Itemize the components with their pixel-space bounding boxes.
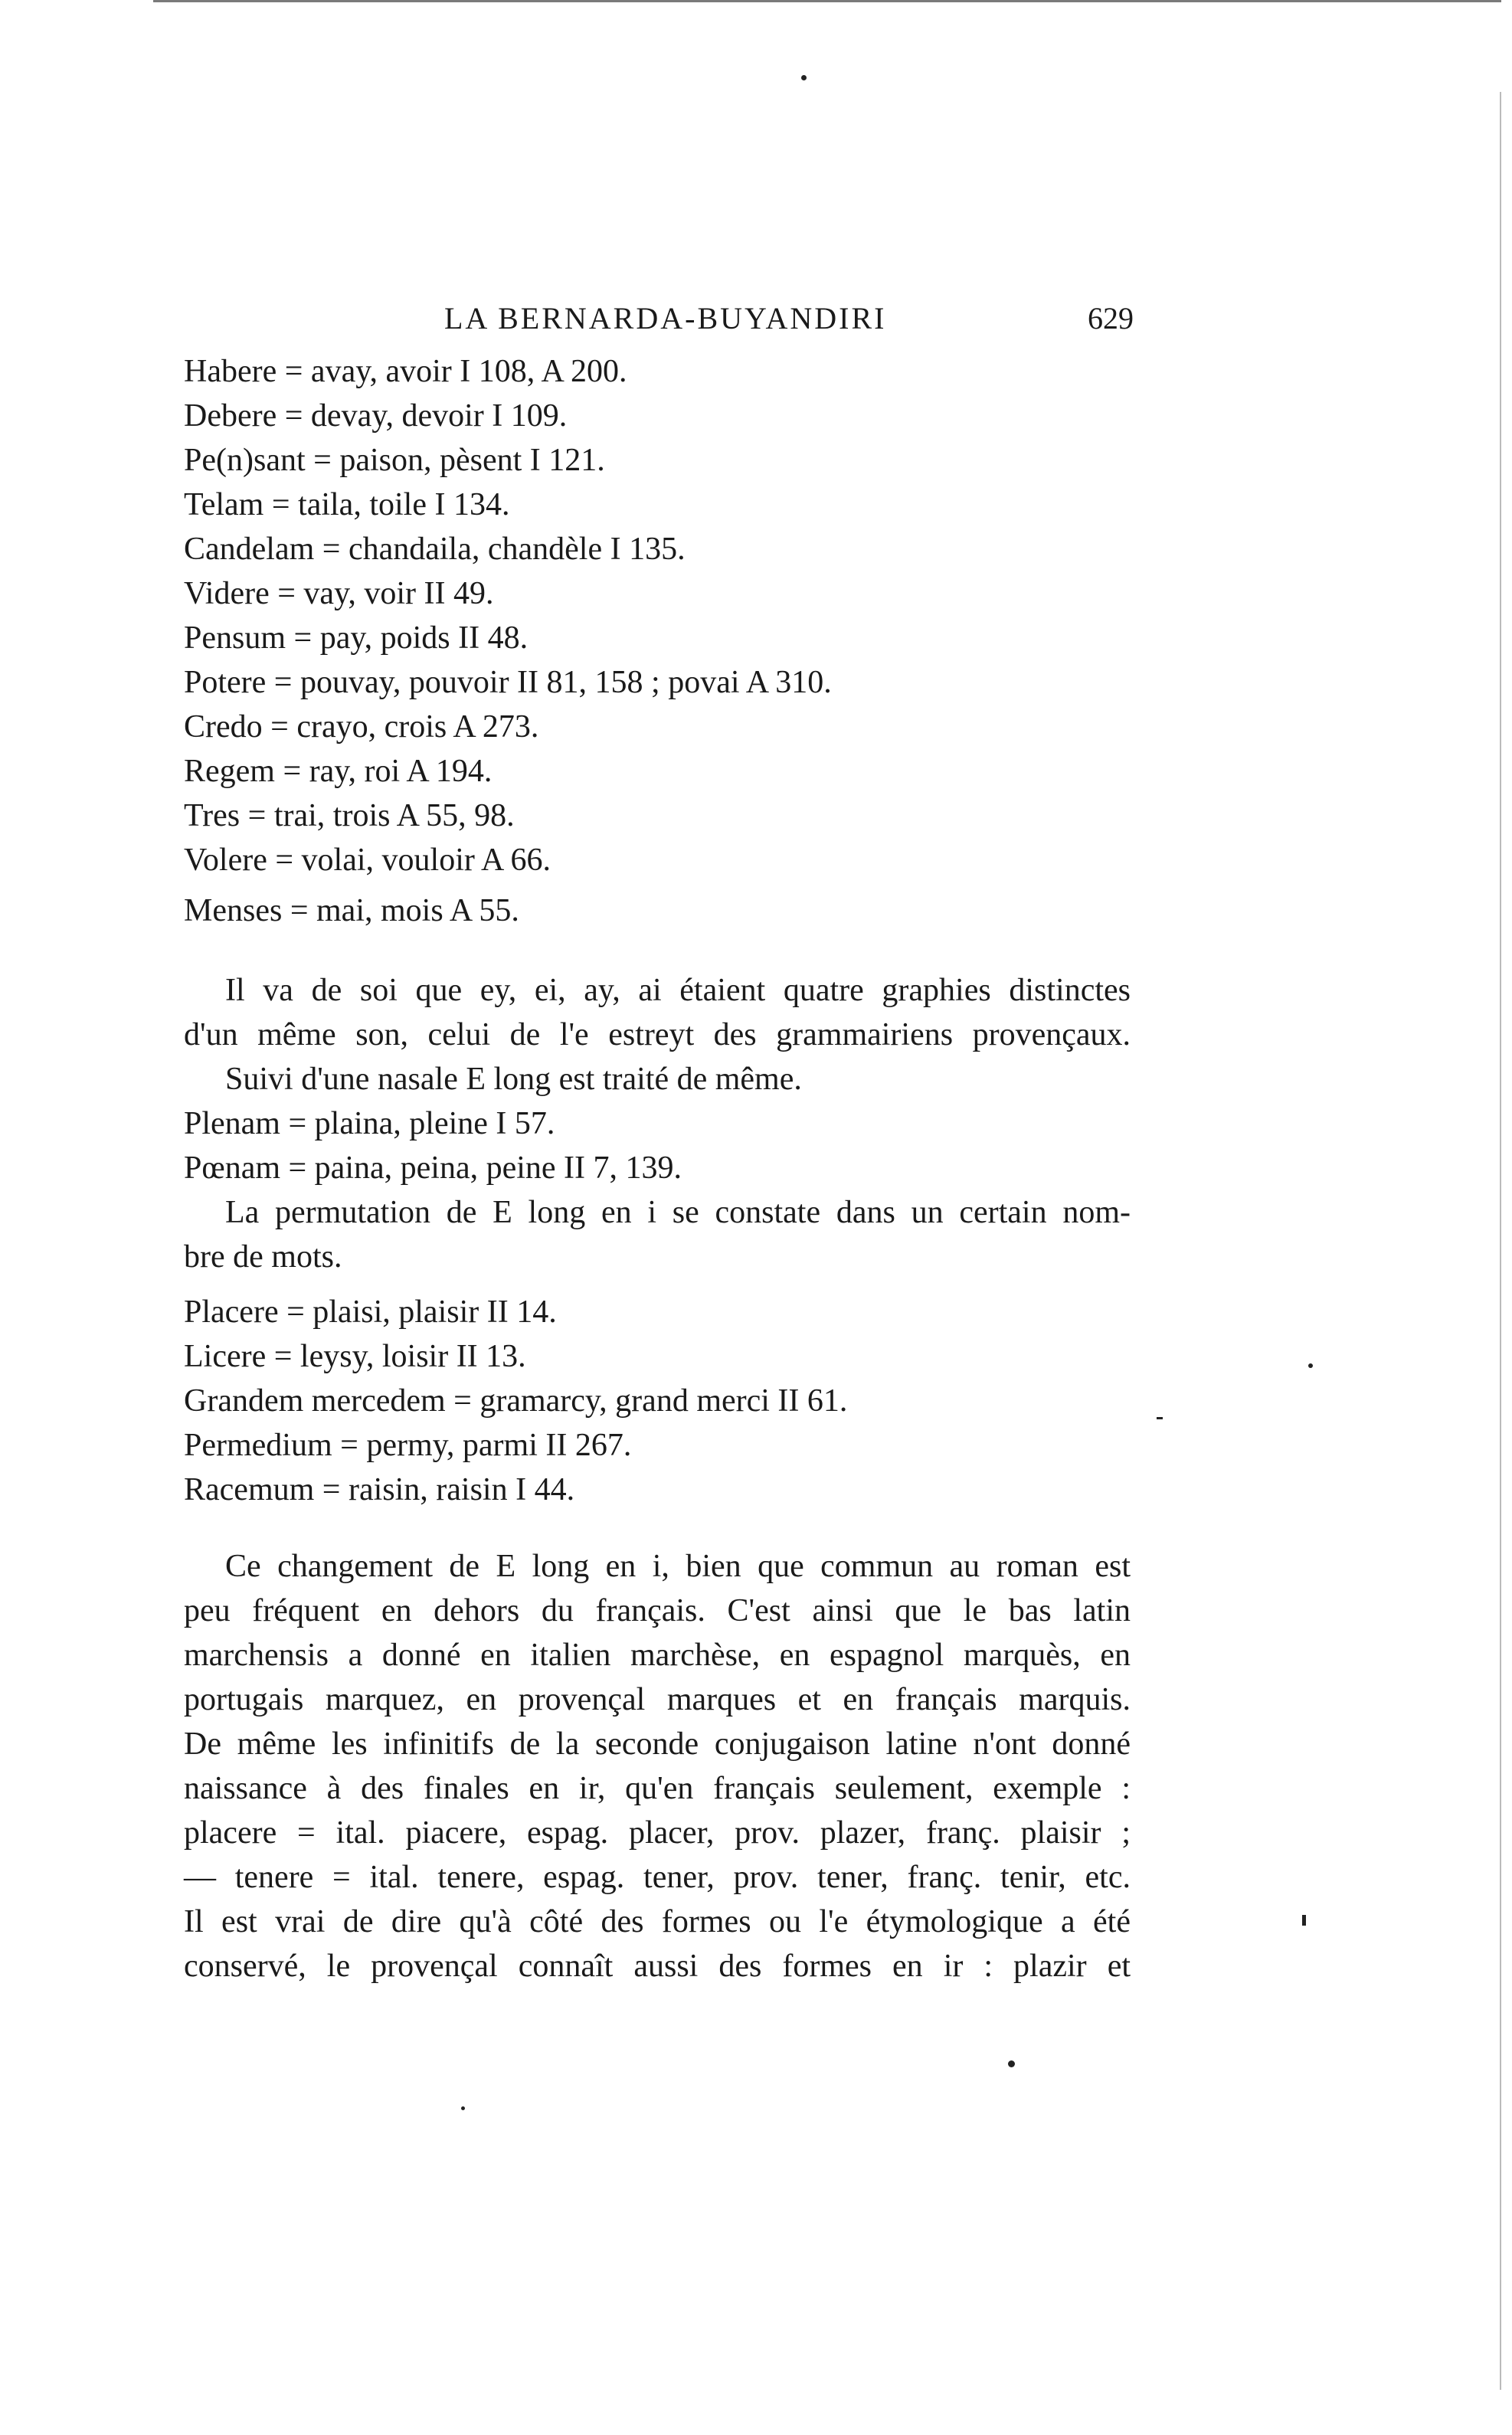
list-etymologies-1 [184,349,1131,933]
paragraph-line: Ce changement de E long en i, bien que commun au roman est [225,1549,1131,1584]
paragraph-line: marchensis a donné en italien marchèse, en espagnol marquès, en [184,1638,1131,1673]
list-item: Credo = crayo, crois A 273. [184,709,539,745]
speck [1302,1915,1306,1926]
speck [1008,2060,1015,2067]
paragraph-changement [184,1544,1131,1988]
list-item: Licere = leysy, loisir II 13. [184,1339,526,1374]
list-item: Pensum = pay, poids II 48. [184,620,529,656]
list-item: Placere = plaisi, plaisir II 14. [184,1294,557,1330]
page-number: 629 [1088,301,1134,335]
scan-border-top [153,0,1501,2]
paragraph-line: De même les infinitifs de la seconde conjugaison latine n'ont donné [184,1726,1131,1762]
list-item: Candelam = chandaila, chandèle I 135. [184,532,686,567]
list-item: Plenam = plaina, pleine I 57. [184,1106,555,1141]
speck [801,75,807,80]
paragraph-line: placere = ital. piacere, espag. placer, prov. plazer, franç. plaisir ; [184,1815,1131,1851]
list-item: Volere = volai, vouloir A 66. [184,843,551,878]
paragraph-line: — tenere = ital. tenere, espag. tener, prov. tener, franç. tenir, etc. [184,1860,1131,1895]
list-item: Potere = pouvay, pouvoir II 81, 158 ; povai A 310. [184,665,832,700]
list-item: Pœnam = paina, peina, peine II 7, 139. [184,1150,682,1186]
paragraph-line: La permutation de E long en i se constate dans un certain nom- [225,1195,1131,1230]
paragraph-line: conservé, le provençal connaît aussi des formes en ir : plazir et [184,1949,1131,1984]
list-item: Debere = devay, devoir I 109. [184,398,568,434]
paragraph-line: Il est vrai de dire qu'à côté des formes ou l'e étymologique a été [184,1904,1131,1939]
list-item: Permedium = permy, parmi II 267. [184,1428,632,1463]
paragraph-permutation [184,1190,1131,1279]
paragraph-graphies [184,968,1131,1101]
running-head: LA BERNARDA-BUYANDIRI [444,301,887,335]
paragraph-line: peu fréquent en dehors du français. C'est ainsi que le bas latin [184,1593,1131,1628]
list-item: Videre = vay, voir II 49. [184,576,494,611]
paragraph-line: portugais marquez, en provençal marques et en français marquis. [184,1682,1131,1717]
list-item: Telam = taila, toile I 134. [184,487,510,522]
page-header [184,300,1134,346]
list-item: Menses = mai, mois A 55. [184,893,519,928]
list-etymologies-2 [184,1101,1131,1190]
paragraph-line: Il va de soi que ey, ei, ay, ai étaient quatre graphies distinctes [225,973,1131,1008]
list-item: Regem = ray, roi A 194. [184,754,493,789]
list-item: Grandem mercedem = gramarcy, grand merci II 61. [184,1383,848,1419]
speck [461,2106,465,2110]
speck [1157,1417,1163,1419]
paragraph-line: naissance à des finales en ir, qu'en français seulement, exemple : [184,1771,1131,1806]
scan-border-right [1500,92,1501,2390]
speck [1308,1363,1313,1368]
list-item: Tres = trai, trois A 55, 98. [184,798,515,833]
list-item: Racemum = raisin, raisin I 44. [184,1472,575,1507]
paragraph-line: bre de mots. [184,1239,342,1275]
paragraph-line: d'un même son, celui de l'e estreyt des grammairiens provençaux. [184,1017,1131,1052]
list-etymologies-3 [184,1290,1131,1512]
list-item: Habere = avay, avoir I 108, A 200. [184,354,627,389]
paragraph-line: Suivi d'une nasale E long est traité de même. [225,1062,802,1097]
list-item: Pe(n)sant = paison, pèsent I 121. [184,443,605,478]
